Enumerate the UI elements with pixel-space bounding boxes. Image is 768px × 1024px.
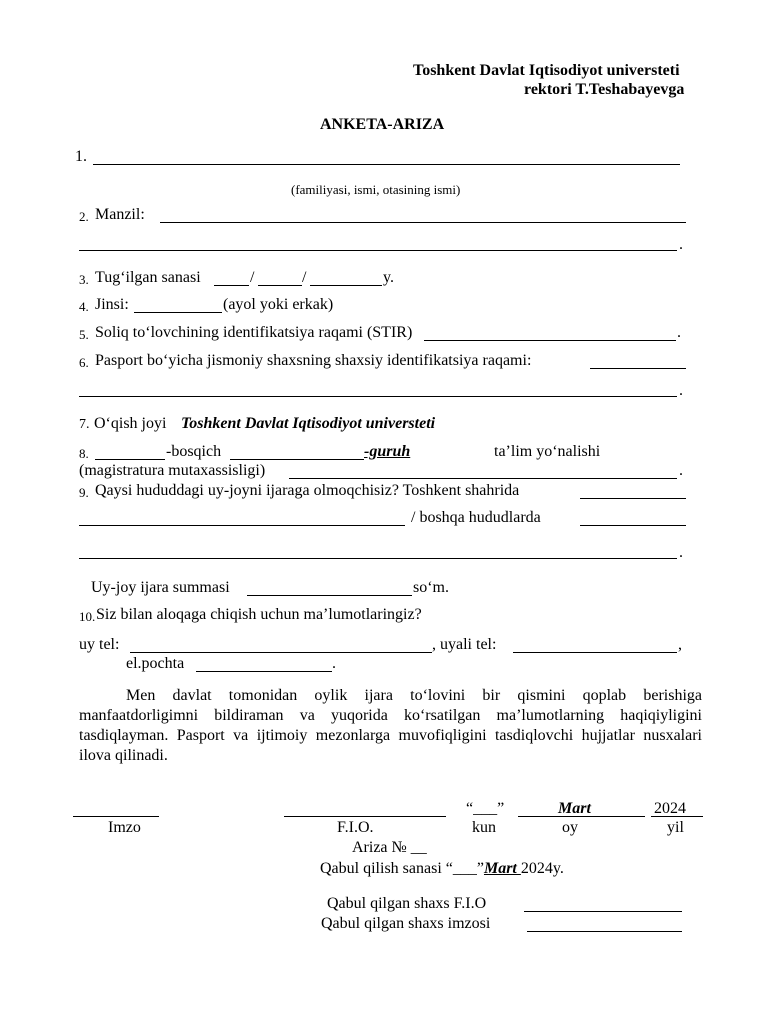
field-1-number: 1. — [75, 148, 87, 165]
field-4-label: Jinsi: — [95, 296, 129, 313]
page-title: ANKETA-ARIZA — [320, 116, 445, 133]
field-9-label: Qaysi hududdagi uy-joyni ijaraga olmoqchisiz? Toshkent shahrida — [95, 482, 520, 499]
field-9-period: . — [679, 544, 683, 561]
acceptor-fio-line[interactable] — [524, 911, 682, 912]
speciality-line[interactable] — [289, 478, 677, 479]
date-day: “___” — [466, 800, 505, 817]
field-8-number: 8. — [79, 446, 89, 461]
address-line-1[interactable] — [160, 222, 686, 223]
address-line-2[interactable] — [79, 250, 677, 251]
email-period: . — [332, 655, 336, 672]
field-5-label: Soliq to‘lovchining identifikatsiya raqami (STIR) — [95, 324, 413, 341]
recipient-rector: rektori T.Teshabayevga — [524, 81, 685, 98]
field-8-period: . — [679, 462, 683, 479]
field-9-number: 9. — [79, 485, 89, 500]
acceptance-year: 2024y. — [520, 860, 564, 877]
field-5-number: 5. — [79, 327, 89, 342]
acceptance-date-prefix: Qabul qilish sanasi “___” — [320, 860, 484, 877]
date-month: Mart — [558, 800, 591, 817]
mobile-phone-line[interactable] — [513, 652, 677, 653]
field-7-number: 7. — [79, 417, 90, 432]
statement-paragraph: Men davlat tomonidan oylik ijara to‘lovini bir qismini qoplab berishiga manfaatdorligimni bildiraman va yuqorida ko‘rsatilgan ma’lumotlarning haqiqiyligini tasdiqlayman. Pasport va ijtimoiy mezonlarga muvofiqligini tasdiqlovchi hujjatlar nusxalari ilova qilinadi. — [79, 687, 702, 764]
field-1-caption: (familiyasi, ismi, otasining ismi) — [291, 182, 461, 197]
other-region-line[interactable] — [580, 525, 686, 526]
field-10-label: Siz bilan aloqaga chiqish uchun ma’lumotlaringiz? — [96, 606, 422, 623]
acceptor-signature-line[interactable] — [527, 931, 682, 932]
acceptor-signature-label: Qabul qilgan shaxs imzosi — [321, 915, 491, 932]
field-7-label: O‘qish joyi — [94, 415, 167, 432]
field-1-fullname-line[interactable] — [93, 164, 680, 165]
field-9-other: / boshqa hududlarda — [411, 509, 541, 526]
rent-amount-line[interactable] — [247, 595, 412, 596]
caption-imzo: Imzo — [108, 819, 141, 836]
date-year: 2024 — [654, 800, 686, 817]
email-label: el.pochta — [126, 655, 185, 672]
signature-line[interactable] — [73, 816, 159, 817]
region-line-3[interactable] — [79, 558, 677, 559]
caption-oy: oy — [562, 819, 578, 836]
tashkent-line-2[interactable] — [79, 525, 405, 526]
stir-line[interactable] — [424, 340, 676, 341]
mobile-phone-label: , uyali tel: — [432, 636, 497, 653]
field-7-value: Toshkent Davlat Iqtisodiyot universteti — [181, 415, 436, 432]
field-6-label: Pasport bo‘yicha jismoniy shaxsning shaxsiy identifikatsiya raqami: — [95, 352, 532, 369]
caption-fio: F.I.O. — [337, 819, 374, 836]
field-2-label: Manzil: — [95, 206, 145, 223]
field-4-hint: (ayol yoki erkak) — [223, 296, 334, 313]
field-8-bosqich: -bosqich — [166, 443, 222, 460]
field-3-number: 3. — [79, 272, 89, 287]
email-line[interactable] — [196, 671, 332, 672]
field-3-label: Tug‘ilgan sanasi — [95, 269, 201, 286]
birth-month-line[interactable] — [258, 285, 302, 286]
field-8-talim: ta’lim yo‘nalishi — [494, 443, 601, 460]
pinfl-line-2[interactable] — [79, 396, 677, 397]
birth-day-line[interactable] — [214, 285, 249, 286]
acceptance-month: Mart — [483, 860, 521, 877]
ariza-number: Ariza № __ — [352, 839, 427, 856]
date-separator-1: / — [250, 269, 255, 286]
field-8-guruh: -guruh — [364, 443, 411, 460]
field-4-number: 4. — [79, 299, 89, 314]
field-8-magistr: (magistratura mutaxassisligi) — [79, 462, 266, 479]
recipient-university: Toshkent Davlat Iqtisodiyot universteti — [413, 62, 680, 79]
field-3-suffix: y. — [383, 269, 394, 286]
birth-year-line[interactable] — [310, 285, 382, 286]
rent-label: Uy-joy ijara summasi — [91, 579, 230, 596]
field-6-period: . — [679, 382, 683, 399]
mobile-phone-comma: , — [678, 636, 682, 653]
field-2-period: . — [679, 236, 683, 253]
gender-line[interactable] — [134, 312, 222, 313]
acceptor-fio-label: Qabul qilgan shaxs F.I.O — [327, 895, 487, 912]
fio-line[interactable] — [284, 816, 446, 817]
field-10-number: 10. — [79, 609, 96, 624]
group-line[interactable] — [230, 459, 364, 460]
acceptance-date — [320, 861, 564, 877]
pinfl-line-1[interactable] — [590, 368, 686, 369]
field-2-number: 2. — [79, 209, 89, 224]
caption-yil: yil — [667, 819, 684, 836]
tashkent-line[interactable] — [580, 498, 686, 499]
date-separator-2: / — [302, 269, 307, 286]
home-phone-label: uy tel: — [79, 636, 120, 653]
home-phone-line[interactable] — [130, 652, 432, 653]
field-5-period: . — [677, 324, 681, 341]
caption-kun: kun — [472, 819, 496, 836]
rent-unit: so‘m. — [413, 579, 449, 596]
course-line[interactable] — [95, 459, 165, 460]
field-6-number: 6. — [79, 355, 89, 370]
